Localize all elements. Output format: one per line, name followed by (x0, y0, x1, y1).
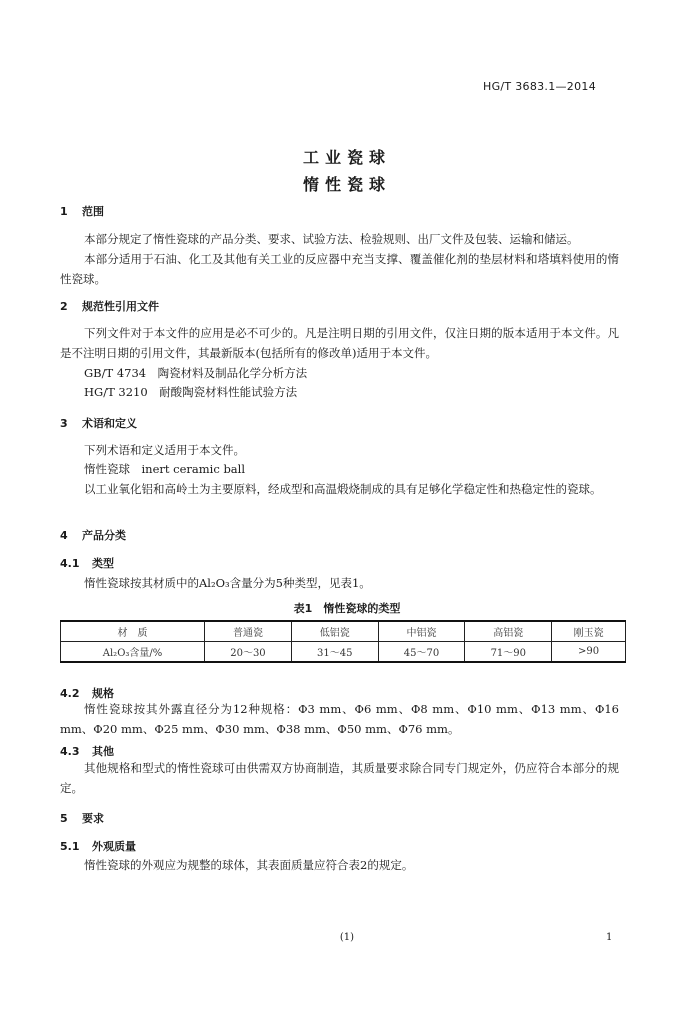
paragraph: 本部分适用于石油、化工及其他有关工业的反应器中充当支撑、覆盖催化剂的垫层材料和塔填料使用的惰性瓷球。 (60, 252, 619, 286)
section-title: 规格 (92, 687, 114, 700)
table-cell: 高铝瓷 (465, 621, 552, 642)
subsection-heading-4-3 (60, 743, 114, 759)
section-heading-4 (60, 527, 126, 543)
table-cell: 低铝瓷 (291, 621, 378, 642)
table-row (61, 642, 626, 663)
section-number: 3 (60, 417, 68, 430)
table-cell: 材 质 (61, 621, 205, 642)
section-number: 1 (60, 205, 68, 218)
table-cell: Al₂O₃含量/% (61, 642, 205, 663)
section-title: 外观质量 (92, 840, 136, 853)
paragraph: 其他规格和型式的惰性瓷球可由供需双方协商制造，其质量要求除合同专门规定外，仍应符合本部分的规定。 (60, 761, 619, 795)
section-title: 产品分类 (82, 529, 126, 542)
table-cell: >90 (552, 642, 626, 663)
table-cell: 31～45 (291, 642, 378, 663)
table-row (61, 621, 626, 642)
paragraph: 下列文件对于本文件的应用是必不可少的。凡是注明日期的引用文件，仅注日期的版本适用于本文件。凡是不注明日期的引用文件，其最新版本(包括所有的修改单)适用于本文件。 (60, 326, 619, 360)
paragraph: 惰性瓷球的外观应为规整的球体，其表面质量应符合表2的规定。 (84, 858, 414, 872)
paragraph: 惰性瓷球按其材质中的Al₂O₃含量分为5种类型，见表1。 (84, 576, 371, 590)
types-table (60, 620, 626, 663)
section-heading-2 (60, 298, 159, 314)
section-number: 4.2 (60, 687, 80, 700)
page-number: 1 (606, 932, 613, 943)
table-cell: 中铝瓷 (378, 621, 465, 642)
section-number: 4 (60, 529, 68, 542)
subsection-heading-4-1 (60, 555, 114, 571)
section-number: 4.3 (60, 745, 80, 758)
section-heading-5 (60, 810, 104, 826)
section-title: 规范性引用文件 (82, 300, 159, 313)
section-number: 2 (60, 300, 68, 313)
paragraph: 下列术语和定义适用于本文件。 (84, 443, 245, 457)
section-number: 5 (60, 812, 68, 825)
table-cell: 刚玉瓷 (552, 621, 626, 642)
section-heading-1 (60, 203, 104, 219)
table-cell: 45～70 (378, 642, 465, 663)
section-heading-3 (60, 415, 137, 431)
paragraph: 本部分规定了惰性瓷球的产品分类、要求、试验方法、检验规则、出厂文件及包装、运输和储运。 (84, 232, 579, 246)
table-cell: 20～30 (205, 642, 292, 663)
term-entry: 惰性瓷球 inert ceramic ball (84, 462, 246, 476)
standard-number: HG/T 3683.1—2014 (483, 80, 597, 93)
paragraph: 惰性瓷球按其外露直径分为12种规格：Φ3 mm、Φ6 mm、Φ8 mm、Φ10 mm、Φ13 mm、Φ16 mm、Φ20 mm、Φ25 mm、Φ30 mm、Φ38 mm、Φ50 mm、Φ76 mm。 (60, 702, 619, 736)
table-caption: 表1 惰性瓷球的类型 (293, 602, 401, 615)
section-title: 要求 (82, 812, 104, 825)
section-title: 类型 (92, 557, 114, 570)
section-title: 范围 (82, 205, 104, 218)
section-number: 4.1 (60, 557, 80, 570)
section-title: 其他 (92, 745, 114, 758)
document-subtitle: 惰性瓷球 (302, 175, 391, 194)
table-cell: 普通瓷 (205, 621, 292, 642)
subsection-heading-5-1 (60, 838, 136, 854)
term-definition: 以工业氧化铝和高岭土为主要原料，经成型和高温煅烧制成的具有足够化学稳定性和热稳定性的瓷球。 (84, 482, 602, 496)
table-cell: 71～90 (465, 642, 552, 663)
section-title: 术语和定义 (82, 417, 137, 430)
section-number: 5.1 (60, 840, 80, 853)
footer-page-mark: (1) (339, 932, 355, 943)
document-title: 工业瓷球 (302, 148, 391, 167)
normative-reference: GB/T 4734 陶瓷材料及制品化学分析方法 (84, 366, 308, 380)
normative-reference: HG/T 3210 耐酸陶瓷材料性能试验方法 (84, 385, 298, 399)
